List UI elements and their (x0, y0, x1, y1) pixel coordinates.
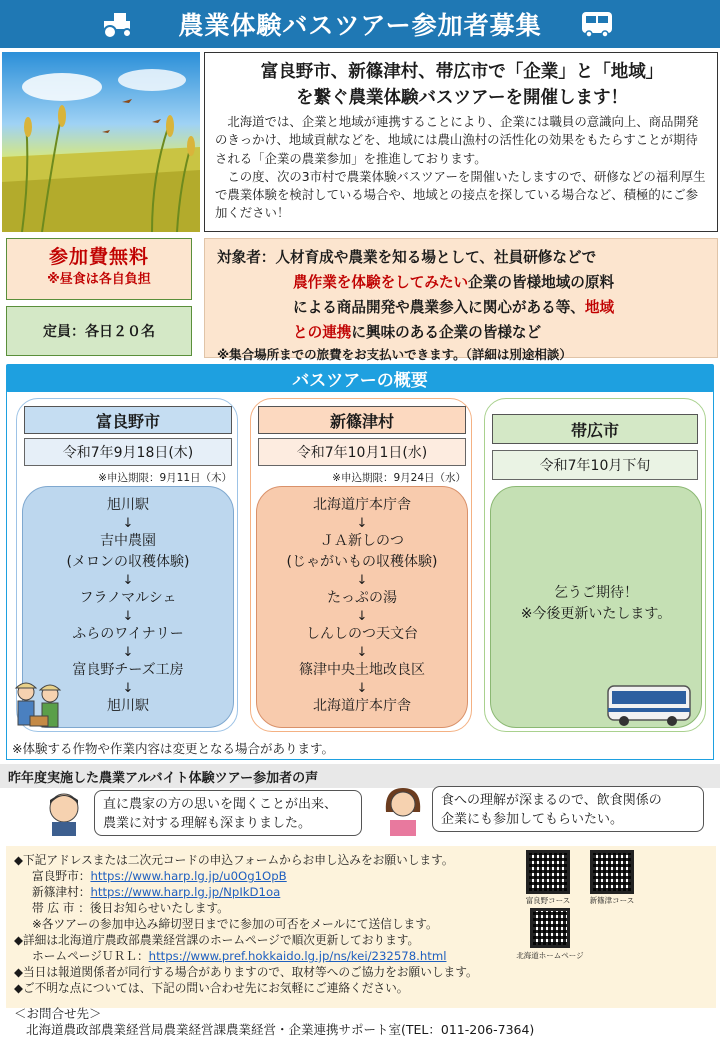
target-audience-box (204, 238, 718, 362)
voice-2-line-2: 企業にも参加してもらいたい。 (441, 812, 624, 827)
fee-note: ※昼食は各自負担 (47, 272, 151, 287)
capacity-text: 定員：各日２０名 (43, 324, 155, 340)
target-highlight-2: 地域 (584, 299, 615, 316)
info-line-9: ◆ご不明な点については、下記の問い合わせ先にお気軽にご連絡ください。 (14, 981, 409, 995)
overview-header (6, 364, 714, 392)
route-stop: ＪＡ新しのつ (320, 533, 404, 549)
route-stop: 富良野チーズ工房 (72, 662, 184, 678)
route-stop-detail: (じゃがいもの収穫体験) (286, 554, 438, 570)
fee-box (6, 238, 192, 300)
route-arrow: ↓ (122, 645, 134, 660)
route-arrow: ↓ (122, 573, 134, 588)
route-stop: しんしのつ天文台 (306, 626, 418, 642)
shinshinotsu-url-label: 新篠津村： (32, 885, 91, 899)
target-note: ※集合場所までの旅費をお支払いできます。（詳細は別途相談） (217, 347, 572, 362)
route-arrow: ↓ (122, 681, 134, 696)
intro-paragraph-2: この度、次の3市村で農業体験バスツアーを開催いたしますので、研修などの福利厚生で農業体験を検討している場合や、地域との接点を探している場合など、積極的にご参加ください！ (215, 168, 706, 221)
title-banner (0, 0, 720, 48)
route-arrow: ↓ (356, 609, 368, 624)
voices-title: 昨年度実施した農業アルバイト体験ツアー参加者の声 (8, 770, 319, 786)
target-label: 対象者： (217, 249, 276, 266)
date-shinshinotsu: 令和7年10月1日(水) (258, 438, 466, 466)
route-stop: 吉中農園 (100, 533, 156, 549)
route-stop: 北海道庁本庁舎 (313, 497, 411, 513)
page-title: 農業体験バスツアー参加者募集 (178, 11, 542, 40)
rice-field-illustration (2, 52, 200, 232)
qr-code-shinshinotsu[interactable] (590, 850, 634, 894)
route-stop: ふらのワイナリー (72, 626, 184, 642)
route-stop: 旭川駅 (107, 497, 149, 513)
voice-1-line-2: 農業に対する理解も深まりました。 (103, 816, 312, 831)
target-highlight-3: との連携 (293, 324, 352, 341)
voice-bubble-1 (94, 790, 362, 836)
qr-code-furano[interactable] (526, 850, 570, 894)
application-info (14, 852, 524, 996)
contact-section (14, 1006, 534, 1038)
intro-box (204, 52, 718, 232)
homepage-url-link[interactable]: https://www.pref.hokkaido.lg.jp/ns/kei/232578.html (148, 949, 447, 963)
intro-paragraph-1: 北海道では、企業と地域が連携することにより、企業には職員の意識向上、商品開発のきっかけ、地域貢献などを、地域には農山漁村の活性化の効果をもたらすことが期待される「企業の農業参加」を推進しております。 (215, 114, 699, 166)
qr-code-homepage[interactable] (530, 908, 570, 948)
route-stop-detail: (メロンの収穫体験) (66, 554, 190, 570)
voices-header (0, 764, 720, 788)
target-line-1: 人材育成や農業を知る場として、社員研修などで (275, 249, 597, 266)
contact-label: ＜お問合せ先＞ (14, 1006, 102, 1021)
target-line-2: 企業の皆様地域の原料 (468, 274, 615, 291)
voice-1-line-1: 直に農家の方の思いを聞くことが出来、 (103, 797, 338, 812)
intro-headline-2: を繋ぐ農業体験バスツアーを開催します！ (296, 88, 628, 108)
contact-text: 北海道農政部農業経営局農業経営課農業経営・企業連携サポート室(TEL：011-206-7364) (26, 1022, 535, 1037)
city-header-shinshinotsu: 新篠津村 (258, 406, 466, 434)
voice-bubble-2 (432, 786, 704, 832)
intro-headline-1: 富良野市、新篠津村、帯広市で「企業」と「地域」 (260, 62, 664, 82)
qr-label-furano: 富良野コース (525, 896, 571, 905)
deadline-shinshinotsu: ※申込期限：9月24日（水） (332, 472, 466, 484)
obihiro-update-note: ※今後更新いたします。 (520, 606, 672, 622)
route-stop: フラノマルシェ (79, 590, 177, 606)
bus-icon (580, 9, 614, 39)
rice-field-image (2, 52, 200, 232)
farmers-illustration-icon (8, 676, 70, 738)
route-arrow: ↓ (122, 609, 134, 624)
info-line-5: ※各ツアーの参加申込み締切翌日までに参加の可否をメールにて送信します。 (32, 917, 438, 931)
target-highlight-1: 農作業を体験をしてみたい (293, 274, 469, 291)
route-arrow: ↓ (356, 573, 368, 588)
route-stop: 旭川駅 (107, 698, 149, 714)
route-shinshinotsu (256, 486, 468, 728)
route-arrow: ↓ (356, 645, 368, 660)
fee-title: 参加費無料 (48, 246, 149, 268)
female-participant-icon (378, 782, 428, 836)
bus-illustration-icon (606, 682, 692, 728)
route-arrow: ↓ (122, 516, 134, 531)
male-participant-icon (40, 788, 88, 836)
route-stop: 北海道庁本庁舎 (313, 698, 411, 714)
furano-url-label: 富良野市： (32, 869, 91, 883)
target-line-3: による商品開発や農業参入に関心がある等、 (293, 299, 585, 316)
obihiro-info: 帯 広 市 ：後日お知らせいたします。 (32, 901, 229, 915)
info-line-6: ◆詳細は北海道庁農政部農業経営課のホームページで順次更新しております。 (14, 933, 420, 947)
obihiro-message: 乞うご期待！ (554, 585, 638, 601)
route-arrow: ↓ (356, 516, 368, 531)
route-stop: たっぷの湯 (327, 590, 397, 606)
date-obihiro: 令和7年10月下旬 (492, 450, 698, 480)
voice-2-line-1: 食への理解が深まるので、飲食関係の (441, 793, 662, 808)
qr-label-homepage: 北海道ホームページ (516, 951, 584, 960)
target-line-4: に興味のある企業の皆様など (351, 324, 542, 341)
overview-note: ※体験する作物や作業内容は変更となる場合があります。 (12, 741, 334, 756)
qr-label-shinshinotsu: 新篠津コース (589, 896, 635, 905)
furano-url-link[interactable]: https://www.harp.lg.jp/u0Og1OpB (90, 869, 287, 883)
date-furano: 令和7年9月18日(木) (24, 438, 232, 466)
info-line-1: ◆下記アドレスまたは二次元コードの申込フォームからお申し込みをお願いします。 (14, 853, 454, 867)
capacity-box (6, 306, 192, 356)
route-stop: 篠津中央土地改良区 (299, 662, 425, 678)
city-header-obihiro: 帯広市 (492, 414, 698, 444)
tractor-icon (100, 9, 136, 39)
overview-title: バスツアーの概要 (292, 370, 428, 391)
info-line-8: ◆当日は報道関係者が同行する場合がありますので、取材等へのご協力をお願いします。 (14, 965, 478, 979)
shinshinotsu-url-link[interactable]: https://www.harp.lg.jp/NpIkD1oa (90, 885, 281, 899)
deadline-furano: ※申込期限：9月11日（木） (98, 472, 232, 484)
route-arrow: ↓ (356, 681, 368, 696)
city-header-furano: 富良野市 (24, 406, 232, 434)
homepage-url-label: ホームページＵＲＬ： (32, 949, 149, 963)
